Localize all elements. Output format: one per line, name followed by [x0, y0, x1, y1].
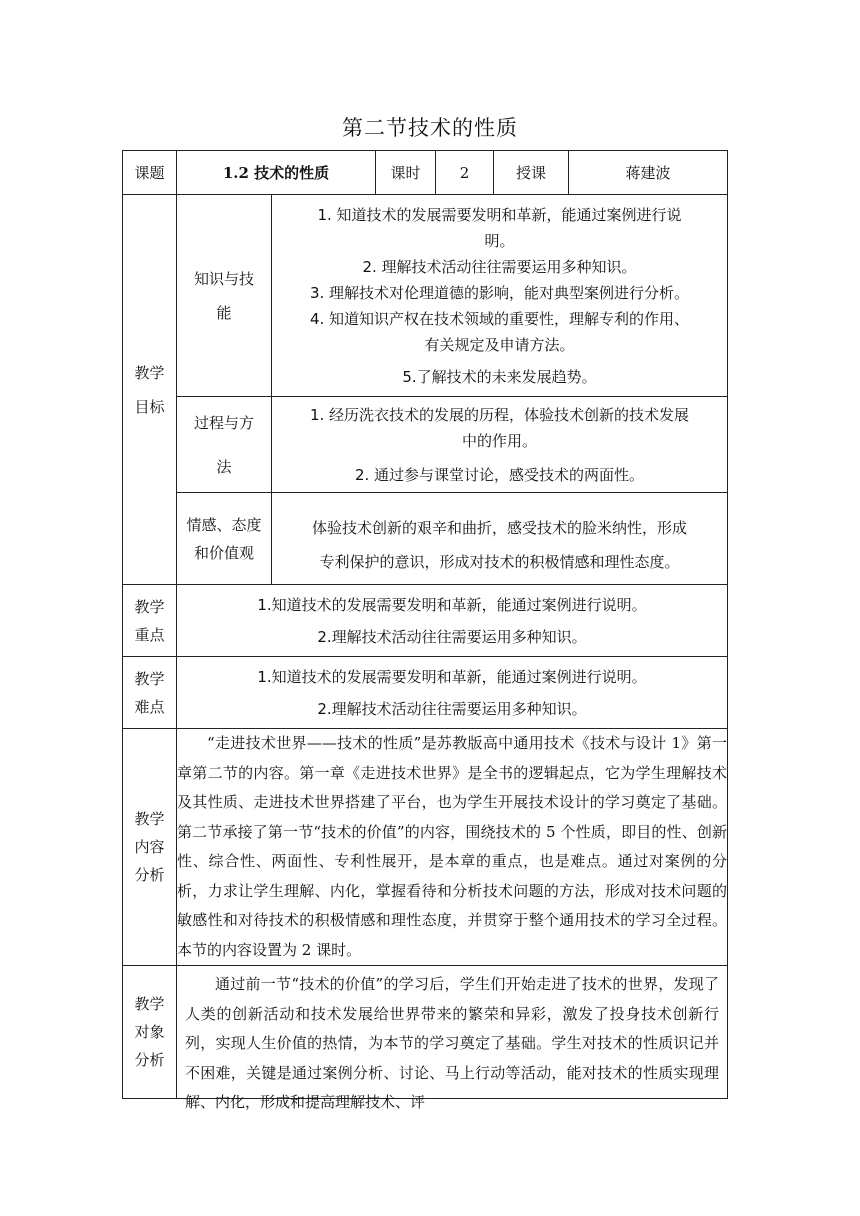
objectives-emotion-row: [123, 493, 728, 585]
knowledge-item: 明。: [484, 231, 515, 250]
key-points-label: 教学 重点: [123, 585, 177, 657]
difficulty-item: 1.知道技术的发展需要发明和革新，能通过案例进行说明。: [257, 667, 647, 686]
objectives-process-row: [123, 397, 728, 493]
student-analysis-text: 通过前一节“技术的价值”的学习后，学生们开始走进了技术的世界，发现了人类的创新活动和技术发展给世界带来的繁荣和异彩，激发了投身技术创新行列，实现人生价值的热情，为本节的学习奠定了基础。学生对技术的性质识记并不困难，关键是通过案例分析、讨论、马上行动等活动，能对技术的性质实现理解、内化，形成和提高理解技术、评: [185, 975, 720, 1111]
knowledge-item: 1. 知道技术的发展需要发明和革新，能通过案例进行说: [317, 205, 682, 224]
emotion-item: 专利保护的意识，形成对技术的积极情感和理性态度。: [319, 552, 680, 571]
difficulty-item: 2.理解技术活动往往需要运用多种知识。: [317, 699, 587, 718]
process-item: 1. 经历洗衣技术的发展的历程，体验技术创新的技术发展: [309, 405, 690, 424]
teacher-label: 授课: [494, 151, 569, 195]
knowledge-content: [272, 195, 728, 397]
emotion-label: 情感、态度 和价值观: [177, 493, 272, 585]
key-points-content: [177, 585, 728, 657]
content-analysis-label: 教学 内容 分析: [123, 729, 177, 966]
student-analysis-label: 教学 对象 分析: [123, 966, 177, 1099]
hours-label: 课时: [376, 151, 436, 195]
knowledge-item: 3. 理解技术对伦理道德的影响，能对典型案例进行分析。: [309, 283, 690, 302]
teacher-value: 蒋建波: [569, 151, 728, 195]
content-analysis-row: [123, 729, 728, 966]
process-item: 中的作用。: [462, 431, 538, 450]
objectives-knowledge-row: [123, 195, 728, 397]
key-point-item: 1.知道技术的发展需要发明和革新，能通过案例进行说明。: [257, 595, 647, 614]
objectives-label: 教学 目标: [123, 195, 177, 585]
process-item: 2. 通过参与课堂讨论，感受技术的两面性。: [354, 465, 645, 484]
knowledge-item: 有关规定及申请方法。: [424, 335, 575, 354]
knowledge-item: 5.了解技术的未来发展趋势。: [402, 367, 597, 386]
topic-label: 课题: [123, 151, 177, 195]
emotion-item: 体验技术创新的艰辛和曲折，感受技术的脸米纳性，形成: [312, 518, 688, 537]
key-point-item: 2.理解技术活动往往需要运用多种知识。: [317, 627, 587, 646]
content-analysis-text: “走进技术世界——技术的性质”是苏教版高中通用技术《技术与设计 1》第一章第二节的内容。第一章《走进技术世界》是全书的逻辑起点，它为学生理解技术及其性质、走进技术世界搭建了平台，也为学生开展技术设计的学习奠定了基础。第二节承接了第一节“技术的价值”的内容，围绕技术的 5 个性质，即目的性、创新性、综合性、两面性、专利性展开，是本章的重点，也是难点。通过对案例的分析，力求让学生理解、内化，掌握看待和分析技术问题的方法，形成对技术问题的敏感性和对待技术的积极情感和理性态度，并贯穿于整个通用技术的学习全过程。本节的内容设置为 2 课时。: [177, 729, 728, 966]
lesson-plan-table: [122, 150, 728, 1111]
difficulties-label: 教学 难点: [123, 657, 177, 729]
topic-value: 1.2 技术的性质: [177, 151, 376, 195]
difficulties-row: [123, 657, 728, 729]
key-points-row: [123, 585, 728, 657]
hours-value: 2: [436, 151, 494, 195]
page-title: 第二节技术的性质: [342, 116, 518, 140]
header-row: [123, 151, 728, 195]
process-content: [272, 397, 728, 493]
knowledge-label: 知识与技 能: [177, 195, 272, 397]
process-label: 过程与方 法: [177, 397, 272, 493]
student-analysis-row: [123, 966, 728, 1099]
difficulties-content: [177, 657, 728, 729]
emotion-content: [272, 493, 728, 585]
knowledge-item: 4. 知道知识产权在技术领域的重要性，理解专利的作用、: [309, 309, 690, 328]
knowledge-item: 2. 理解技术活动往往需要运用多种知识。: [362, 257, 637, 276]
student-analysis-cell: [177, 966, 728, 1111]
